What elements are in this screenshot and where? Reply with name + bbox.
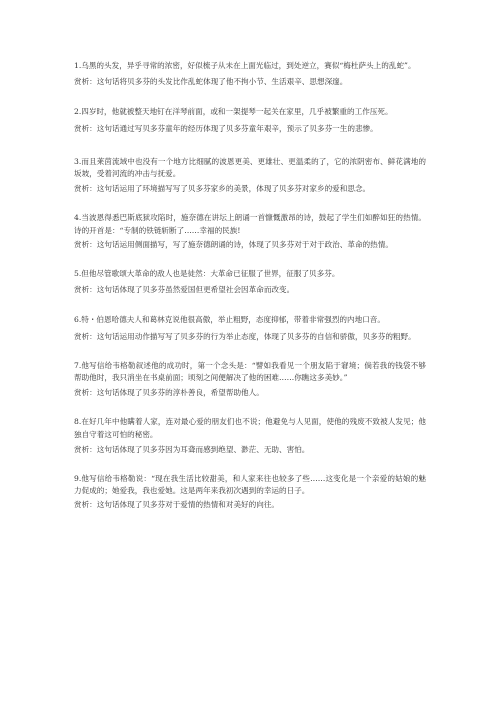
- passage-note: 赏析：这句话体现了贝多芬因为耳聋而感到绝望、渺茫、无助、害怕。: [74, 444, 310, 454]
- passage-text: 9.他写信给韦格勒说：“现在我生活比较甜美，和人家来往也较多了些……这变化是一个亲爱的姑娘的魅力促成的；她爱我，我也爱她。这是两年来我初次遇到的幸运的日子。: [74, 474, 426, 496]
- passage-text: 6.特・伯恩哈德夫人和葛林克说他很高傲，举止粗野，态度抑郁，带着非常强烈的内地口音。: [74, 315, 385, 325]
- passage-3: [74, 156, 426, 196]
- passage-2: [74, 106, 426, 134]
- passage-note: 赏析：这句话运用了环境描写写了贝多芬家乡的美景，体现了贝多芬对家乡的爱和思念。: [74, 184, 371, 194]
- passage-4: [74, 212, 426, 251]
- passage-text: 1.乌黑的头发，异乎寻常的浓密，好似梳子从未在上面光临过，到处逆立，赛似“梅杜萨头上的乱蛇”。: [74, 61, 416, 70]
- passage-5: [74, 268, 426, 296]
- passage-6: [74, 314, 426, 342]
- passage-text: 5.但他尽管歌颂大革命的敌人也是徒然：大革命已征服了世界，征服了贝多芬。: [74, 269, 340, 279]
- passage-note: 赏析：这句话体现了贝多芬虽然爱国但更希望社会因革命而改变。: [74, 285, 295, 295]
- passage-8: [74, 416, 426, 456]
- passage-note: 赏析：这句话体现了贝多芬对于爱情的热情和对美好的向往。: [74, 500, 280, 510]
- passage-text: 2.四岁时，他就被整天地钉在洋琴前面，或和一架提琴一起关在家里，几乎被繁重的工作压死。: [74, 107, 393, 117]
- passage-note: 赏析：这句话将贝多芬的头发比作乱蛇体现了他不拘小节、生活艰辛、思想深邃。: [74, 77, 348, 87]
- passage-note: 赏析：这句话通过写贝多芬童年的经历体现了贝多芬童年艰辛，预示了贝多芬一生的悲惨。: [74, 123, 378, 133]
- passage-note: 赏析：这句话运用侧面描写，写了施奈德朗诵的诗，体现了贝多芬对于对于政治、革命的热情。: [74, 239, 393, 249]
- document-body: [74, 60, 426, 512]
- passage-1: [74, 60, 426, 88]
- passage-note: 赏析：这句话运用动作描写写了贝多芬的行为举止态度，体现了贝多芬的自信和骄傲，贝多芬的粗野。: [74, 331, 416, 341]
- passage-7: [74, 360, 426, 400]
- passage-9: [74, 473, 426, 512]
- passage-note: 赏析：这句话体现了贝多芬的淳朴善良，希望帮助他人。: [74, 388, 264, 398]
- passage-text: 4.当波恩得悉巴斯底狱攻陷时，施奈德在讲坛上朗诵一首慷慨激昂的诗，鼓起了学生们如醉如狂的热情。诗的开首是：“专制的铁链斩断了……幸福的民族!: [74, 213, 426, 235]
- passage-text: 3.而且莱茵流域中也没有一个地方比细腻的波恩更美、更雄壮、更温柔的了，它的浓阴密布、鲜花满地的坂坡，受着河流的冲击与抚爱。: [74, 156, 426, 179]
- passage-text: 7.他写信给韦格勒叙述他的成功时，第一个念头是：“譬如我看见一个朋友陷于窘境；倘若我的钱袋不够帮助他时，我只消坐在书桌前面；顷刻之间便解决了他的困难……你瞧这多美妙。”: [74, 360, 426, 383]
- passage-text: 8.在好几年中他瞒着人家，连对最心爱的朋友们也不说；他避免与人见面，使他的残废不致被人发见；他独自守着这可怕的秘密。: [74, 417, 426, 439]
